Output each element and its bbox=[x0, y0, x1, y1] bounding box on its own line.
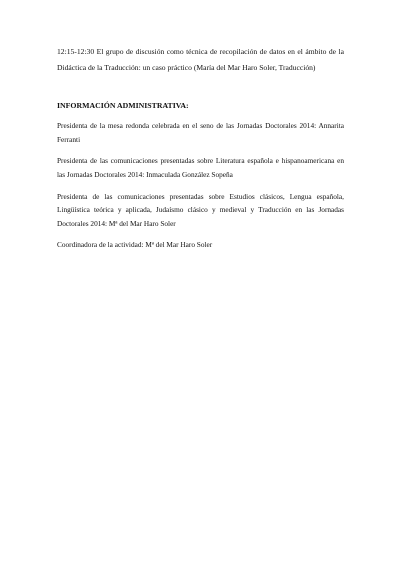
admin-info-item-classics-chair: Presidenta de las comunicaciones presentadas sobre Estudios clásicos, Lengua española, Lingüística teórica y aplicada, Judaísmo clásico y medieval y Traducción en las Jornadas Doctorales 2014: Mª del Mar Haro Soler bbox=[57, 191, 344, 228]
admin-info-item-round-table-chair: Presidenta de la mesa redonda celebrada en el seno de las Jornadas Doctorales 2014: Annarita Ferranti bbox=[57, 121, 344, 144]
admin-info-item-coordinator: Coordinadora de la actividad: Mª del Mar Haro Soler bbox=[57, 240, 213, 250]
admin-info-item-literature-chair: Presidenta de las comunicaciones presentadas sobre Literatura española e hispanoamericana en las Jornadas Doctorales 2014: Inmaculada González Sopeña bbox=[57, 156, 344, 179]
session-paragraph: 12:15-12:30 El grupo de discusión como técnica de recopilación de datos en el ámbito de la Didáctica de la Traducción: un caso práctico (María del Mar Haro Soler, Traducción) bbox=[57, 47, 344, 72]
admin-info-heading: INFORMACIÓN ADMINISTRATIVA: bbox=[57, 101, 189, 111]
document-page bbox=[57, 44, 344, 260]
